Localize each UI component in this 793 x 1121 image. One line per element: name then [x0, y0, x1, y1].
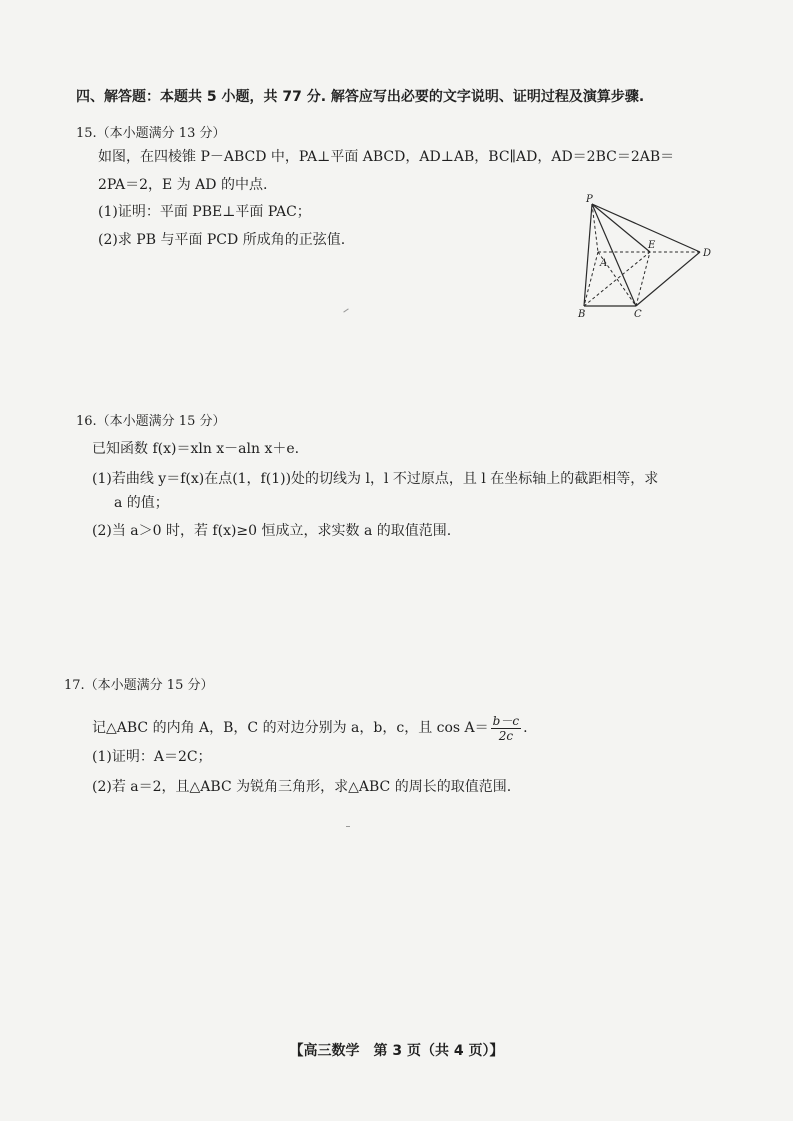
- q16-part1-line1: (1)若曲线 y＝f(x)在点(1，f(1))处的切线为 l，l 不过原点，且 l 在坐标轴上的截距相等，求: [92, 471, 659, 487]
- q17-number: 17.（本小题满分 15 分）: [64, 678, 214, 693]
- label-E: E: [648, 240, 656, 251]
- edge-CE: [636, 252, 650, 306]
- q15-part2: (2)求 PB 与平面 PCD 所成角的正弦值.: [98, 232, 346, 248]
- page-footer: 【高三数学 第 3 页（共 4 页）】: [289, 1043, 504, 1059]
- q17-part1: (1)证明：A＝2C；: [92, 749, 212, 765]
- fraction-denominator: 2c: [498, 728, 514, 743]
- label-D: D: [703, 248, 712, 259]
- q16-part2: (2)当 a＞0 时，若 f(x)≥0 恒成立，求实数 a 的取值范围.: [92, 523, 452, 539]
- fraction-numerator: b－c: [492, 713, 520, 728]
- q15-stem-line2: 2PA＝2，E 为 AD 的中点.: [98, 177, 268, 193]
- q16-number: 16.（本小题满分 15 分）: [76, 414, 226, 429]
- section-heading: 四、解答题：本题共 5 小题，共 77 分. 解答应写出必要的文字说明、证明过程及演算步骤.: [76, 89, 645, 105]
- label-P: P: [586, 194, 593, 205]
- q17-part2: (2)若 a＝2，且△ABC 为锐角三角形，求△ABC 的周长的取值范围.: [92, 779, 512, 795]
- label-B: B: [578, 309, 586, 320]
- q16-part1-line2: a 的值；: [114, 495, 169, 511]
- q15-part1: (1)证明：平面 PBE⊥平面 PAC；: [98, 204, 311, 220]
- edge-CD: [636, 252, 700, 306]
- edge-PE: [592, 204, 650, 252]
- edge-PD: [592, 204, 700, 252]
- pyramid-figure: [570, 192, 720, 322]
- scan-speck: [346, 826, 350, 827]
- cos-a-fraction: [491, 714, 521, 743]
- scan-speck: [343, 308, 348, 312]
- q15-stem-line1: 如图，在四棱锥 P－ABCD 中，PA⊥平面 ABCD，AD⊥AB，BC∥AD，AD＝2BC＝2AB＝: [98, 149, 675, 165]
- q16-stem: 已知函数 f(x)＝xln x－aln x＋e.: [92, 441, 300, 457]
- q17-stem-text: 记△ABC 的内角 A，B，C 的对边分别为 a，b，c，且 cos A＝: [92, 720, 489, 736]
- label-C: C: [634, 309, 642, 320]
- q17-stem-end: .: [523, 720, 528, 736]
- label-A: A: [600, 258, 608, 269]
- q15-number: 15.（本小题满分 13 分）: [76, 126, 226, 141]
- q17-stem: [92, 712, 528, 744]
- edge-PC: [592, 204, 636, 306]
